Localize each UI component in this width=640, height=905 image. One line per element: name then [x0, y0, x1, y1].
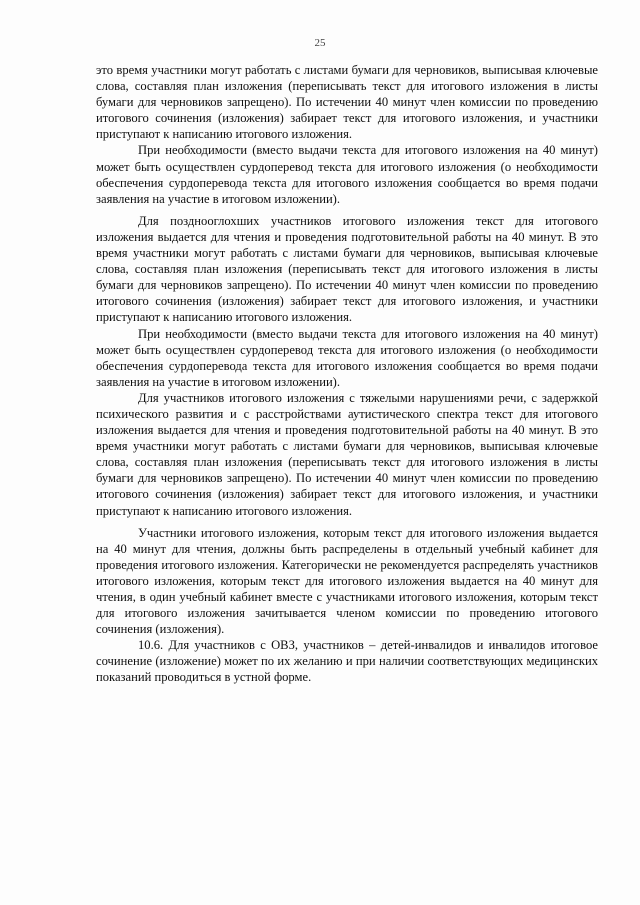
paragraph-1: это время участники могут работать с листами бумаги для черновиков, выписывая ключевые слова, составляя план изложения (переписывать текст для итогового изложения в листы бумаги для черновиков запрещено). По истечении 40 минут член комиссии по проведению итогового сочинения (изложения) забирает текст для итогового изложения, и участники приступают к написанию итогового изложения. [96, 63, 598, 142]
page-number: 25 [314, 37, 326, 49]
paragraph-4: При необходимости (вместо выдачи текста для итогового изложения на 40 минут) может быть осуществлен сурдоперевод текста для итогового изложения (о необходимости обеспечения сурдоперевода текста для итогового изложения сообщается во время подачи заявления на участие в итоговом изложении). [96, 326, 598, 389]
paragraph-7: 10.6. Для участников с ОВЗ, участников – детей-инвалидов и инвалидов итоговое сочинение (изложение) может по их желанию и при наличии соответствующих медицинских показаний проводиться в устной форме. [96, 638, 598, 685]
paragraph-3: Для позднооглохших участников итогового изложения текст для итогового изложения выдается для чтения и проведения подготовительной работы на 40 минут. В это время участники могут работать с листами бумаги для черновиков, выписывая ключевые слова, составляя план изложения (переписывать текст для итогового изложения в листы бумаги для черновиков запрещено). По истечении 40 минут член комиссии по проведению итогового сочинения (изложения) забирает текст для итогового изложения, и участники приступают к написанию итогового изложения. [96, 213, 598, 325]
paragraph-6: Участники итогового изложения, которым текст для итогового изложения выдается на 40 минут для чтения, должны быть распределены в отдельный учебный кабинет для проведения итогового изложения. Категорически не рекомендуется распределять участников итогового изложения, которым текст для итогового изложения выдается на 40 минут для чтения, в один учебный кабинет вместе с участниками итогового изложения, которым текст для итогового изложения зачитывается членом комиссии по проведению итогового сочинения (изложения). [96, 525, 598, 637]
paragraph-5: Для участников итогового изложения с тяжелыми нарушениями речи, с задержкой психического развития и с расстройствами аутистического спектра текст для итогового изложения выдается для чтения и проведения подготовительной работы на 40 минут. В это время участники могут работать с листами бумаги для черновиков, выписывая ключевые слова, составляя план изложения (переписывать текст для итогового изложения в листы бумаги для черновиков запрещено). По истечении 40 минут член комиссии по проведению итогового сочинения (изложения) забирает текст для итогового изложения, и участники приступают к написанию итогового изложения. [96, 390, 598, 518]
document-body [96, 62, 598, 686]
paragraph-2: При необходимости (вместо выдачи текста для итогового изложения на 40 минут) может быть осуществлен сурдоперевод текста для итогового изложения (о необходимости обеспечения сурдоперевода текста для итогового изложения сообщается во время подачи заявления на участие в итоговом изложении). [96, 143, 598, 206]
